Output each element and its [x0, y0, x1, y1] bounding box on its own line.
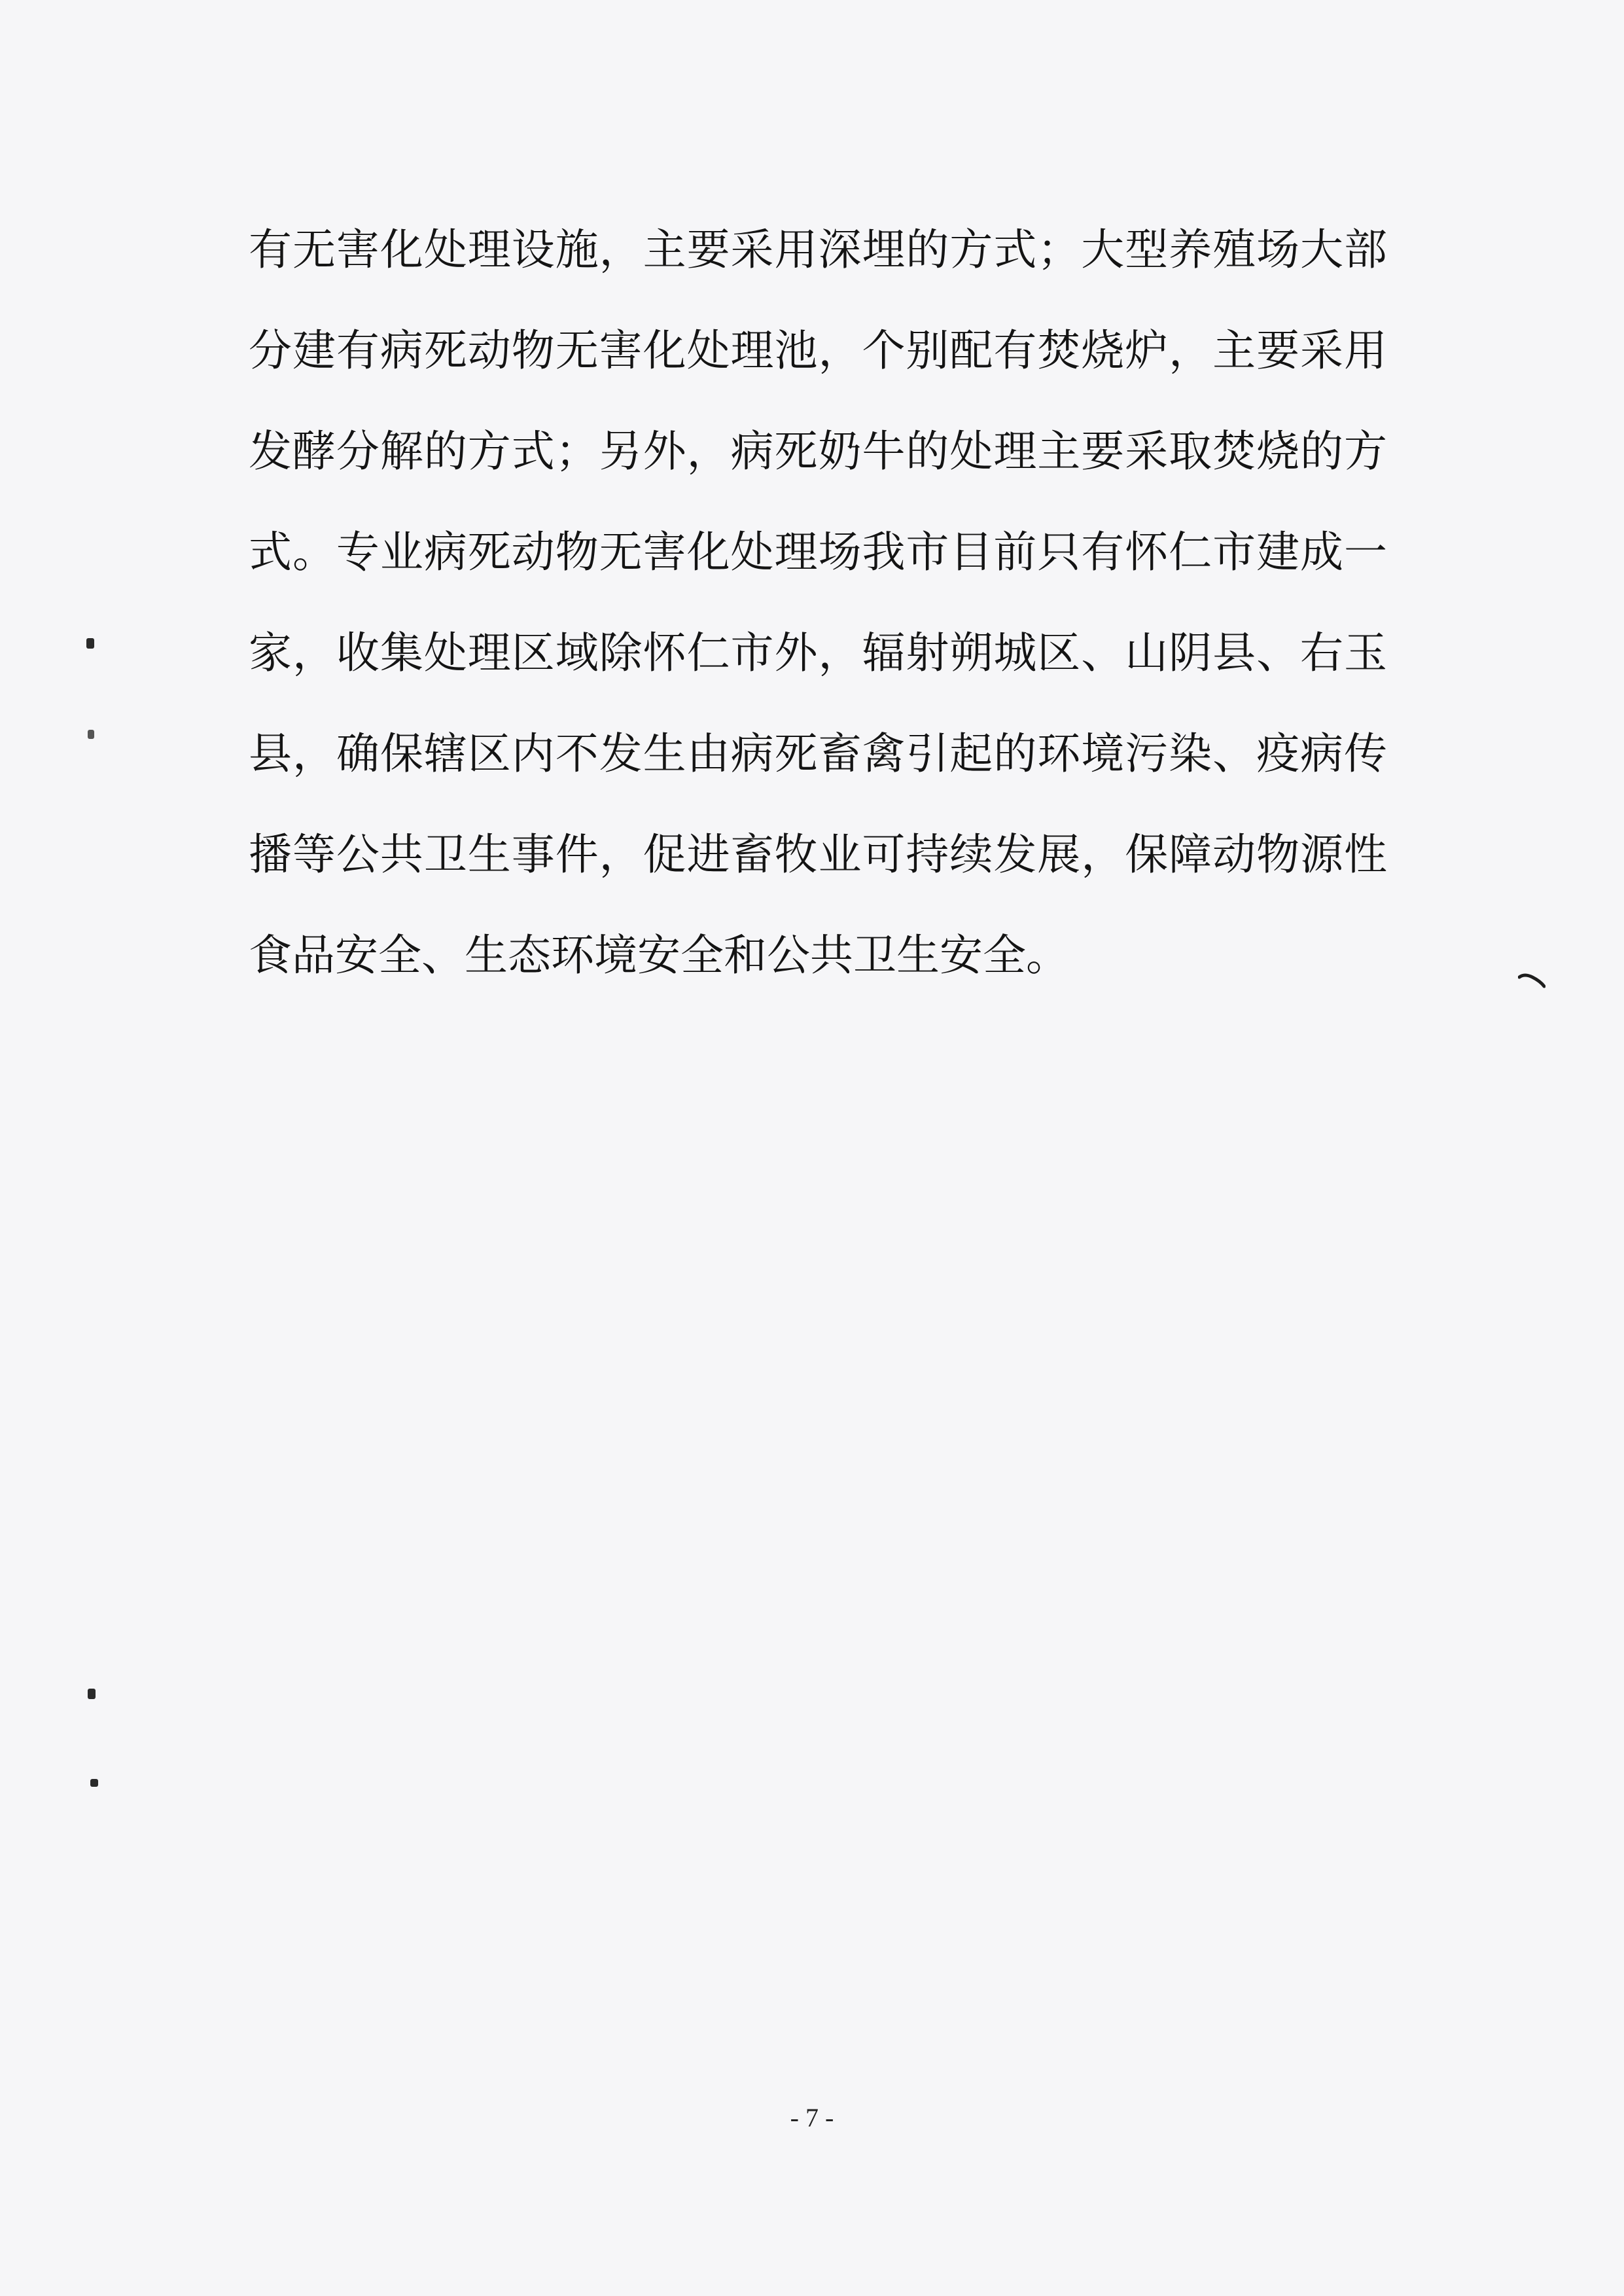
text-line-6: 县，确保辖区内不发生由病死畜禽引起的环境污染、疫病传 — [249, 728, 1387, 779]
binding-mark-4 — [90, 1779, 98, 1787]
binding-mark-1 — [86, 638, 94, 649]
text-line-5: 家，收集处理区域除怀仁市外，辐射朔城区、山阴县、右玉 — [249, 628, 1387, 678]
binding-mark-2 — [88, 730, 94, 739]
text-line-8: 食品安全、生态环境安全和公共卫生安全。 — [249, 930, 1069, 980]
binding-mark-3 — [88, 1689, 96, 1699]
text-line-7: 播等公共卫生事件，促进畜牧业可持续发展，保障动物源性 — [249, 829, 1387, 880]
text-line-4: 式。专业病死动物无害化处理场我市目前只有怀仁市建成一 — [249, 527, 1387, 577]
text-line-2: 分建有病死动物无害化处理池，个别配有焚烧炉，主要采用 — [249, 325, 1387, 376]
body-paragraph — [249, 200, 1387, 1006]
text-line-3: 发酵分解的方式；另外，病死奶牛的处理主要采取焚烧的方 — [249, 426, 1387, 476]
page-number: - 7 - — [790, 2103, 834, 2132]
edge-stroke-mark — [1518, 972, 1545, 990]
text-line-1: 有无害化处理设施，主要采用深埋的方式；大型养殖场大部 — [249, 224, 1387, 275]
